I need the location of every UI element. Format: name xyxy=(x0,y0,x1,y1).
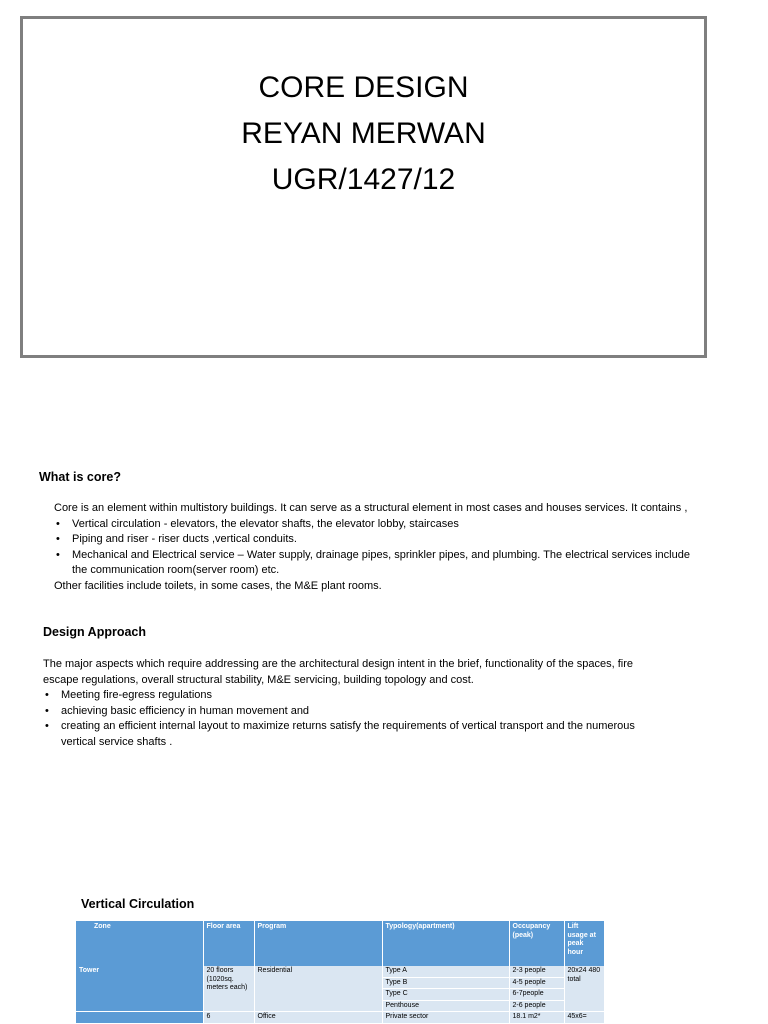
table-cell: Type C xyxy=(382,989,509,1001)
design-bullet: • Meeting fire-egress regulations xyxy=(43,688,653,704)
table-header-row xyxy=(76,921,604,966)
table-cell: 6 xyxy=(203,1012,254,1024)
table-cell: Penthouse xyxy=(382,1000,509,1012)
table-cell: Private sector xyxy=(382,1012,509,1024)
core-bullet: • Mechanical and Electrical service – Water supply, drainage pipes, sprinkler pipes, and plumbing. The electrical services include the communication room(server room) etc. xyxy=(54,548,694,579)
design-approach-heading: Design Approach xyxy=(43,625,147,639)
design-body xyxy=(43,657,653,750)
cover-title xyxy=(23,65,704,203)
column-header: Floor area xyxy=(203,921,254,966)
table-cell: 4-5 people xyxy=(509,977,564,989)
table-cell: 18.1 m2* xyxy=(509,1012,564,1024)
cover-author-line: REYAN MERWAN xyxy=(241,117,486,150)
cover-id-line: UGR/1427/12 xyxy=(271,163,456,196)
design-bullet: • achieving basic efficiency in human movement and xyxy=(43,704,653,720)
design-intro: The major aspects which require addressing are the architectural design intent in the brief, functionality of the spaces, fire escape regulations, overall structural stability, M&E servicing, building topology and cost. xyxy=(43,658,634,686)
core-body xyxy=(54,501,694,594)
table-cell: 45x6= xyxy=(564,1012,604,1024)
column-header: Lift usage at peak hour xyxy=(564,921,604,966)
table-cell: Office xyxy=(254,1012,382,1024)
core-outro: Other facilities include toilets, in some cases, the M&E plant rooms. xyxy=(54,579,382,592)
table-cell: 20 floors (1020sq. meters each) xyxy=(203,966,254,1012)
vertical-circulation-heading: Vertical Circulation xyxy=(81,897,195,911)
table-cell: Type A xyxy=(382,966,509,977)
cover-title-box xyxy=(20,16,707,358)
table-row xyxy=(76,1012,604,1024)
table-cell: 2-3 people xyxy=(509,966,564,977)
core-intro: Core is an element within multistory buildings. It can serve as a structural element in most cases and houses services. It contains , xyxy=(54,502,688,514)
core-bullet: • Piping and riser - riser ducts ,vertical conduits. xyxy=(54,532,694,548)
design-bullet: • creating an efficient internal layout to maximize returns satisfy the requirements of vertical transport and the numerous vertical service shafts . xyxy=(43,719,653,750)
core-bullet: • Vertical circulation - elevators, the elevator shafts, the elevator lobby, staircases xyxy=(54,517,694,533)
column-header: Occupancy (peak) xyxy=(509,921,564,966)
table-cell: Type B xyxy=(382,977,509,989)
column-header: Zone xyxy=(76,921,203,966)
cover-title-line: CORE DESIGN xyxy=(258,71,469,104)
table-cell: 6-7people xyxy=(509,989,564,1001)
what-is-core-heading: What is core? xyxy=(39,470,121,484)
table-cell: 2-6 people xyxy=(509,1000,564,1012)
column-header: Program xyxy=(254,921,382,966)
table-cell: Tower xyxy=(76,966,203,1012)
vertical-circulation-table xyxy=(76,921,605,1024)
table-cell: Residential xyxy=(254,966,382,1012)
column-header: Typology(apartment) xyxy=(382,921,509,966)
table-row xyxy=(76,966,604,977)
table-cell: 20x24 480 total xyxy=(564,966,604,1012)
table-cell xyxy=(76,1012,203,1024)
